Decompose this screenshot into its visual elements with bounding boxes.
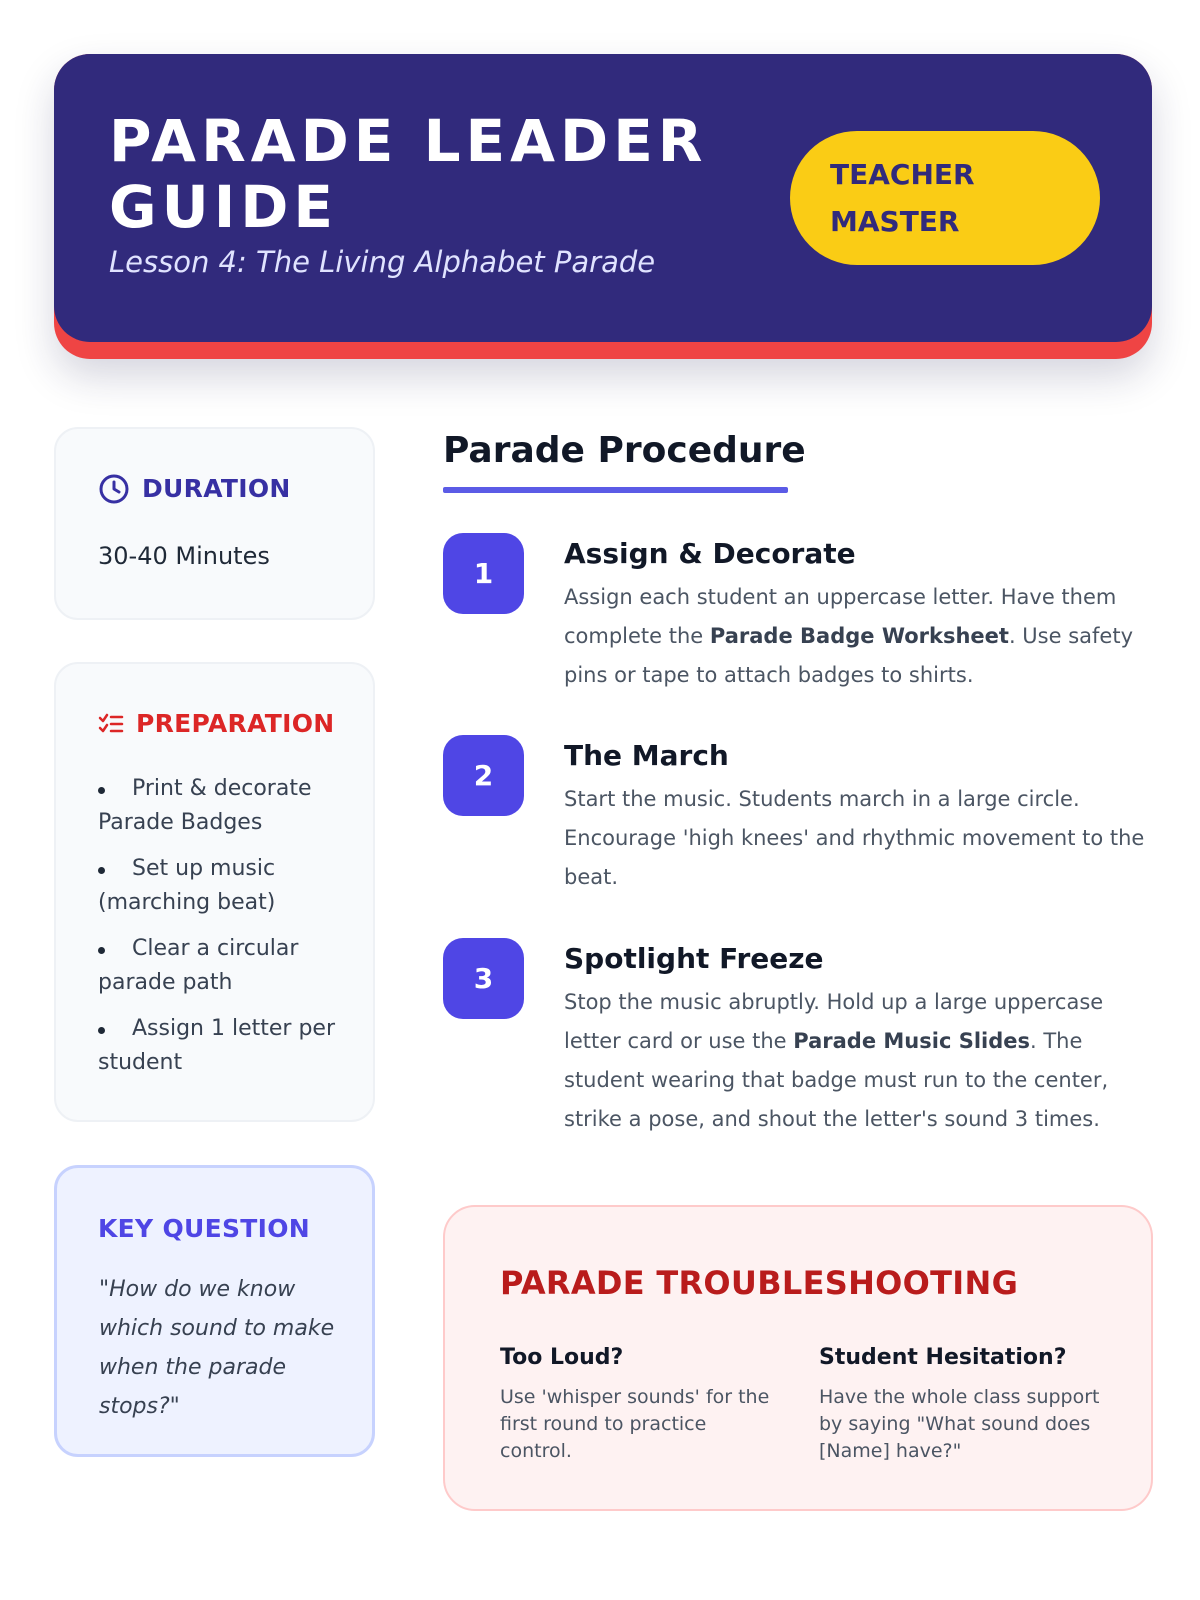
list-item bbox=[98, 1012, 348, 1080]
duration-heading-row bbox=[98, 473, 291, 505]
list-item bbox=[98, 932, 348, 1000]
key-question-heading: KEY QUESTION bbox=[98, 1214, 311, 1243]
preparation-heading-row bbox=[98, 708, 335, 740]
page-title: PARADE LEADER GUIDE bbox=[109, 107, 708, 241]
procedure-title-underline bbox=[443, 487, 788, 493]
key-question-quote: "How do we know which sound to make when the parade stops?" bbox=[99, 1277, 335, 1419]
step-desc-text: Start the music. Students march in a large circle. Encourage 'high knees' and rhythmic movement to the beat. bbox=[564, 787, 1145, 889]
lesson-subtitle: Lesson 4: The Living Alphabet Parade bbox=[109, 245, 656, 279]
step-title: The March bbox=[564, 739, 729, 772]
step-desc-text: . Use safety pins or tape to attach badges to shirts. bbox=[564, 624, 1133, 687]
troubleshooting-heading: Too Loud? bbox=[500, 1345, 624, 1370]
step-desc-text: Stop the music abruptly. Hold up a large uppercase letter card or use the bbox=[564, 990, 1104, 1053]
badge-line-2: MASTER bbox=[830, 205, 960, 238]
list-item bbox=[98, 772, 348, 840]
bullet-icon bbox=[98, 867, 105, 874]
troubleshooting-title: PARADE TROUBLESHOOTING bbox=[500, 1264, 1019, 1302]
key-question-card bbox=[54, 1165, 375, 1457]
troubleshooting-text: Use 'whisper sounds' for the first round to practice control. bbox=[500, 1386, 770, 1462]
checklist-icon bbox=[98, 712, 124, 736]
step-description bbox=[564, 780, 1154, 897]
step-number-badge: 3 bbox=[443, 938, 524, 1019]
prep-item-text: Set up music (marching beat) bbox=[98, 856, 276, 915]
preparation-heading: PREPARATION bbox=[136, 709, 335, 738]
troubleshooting-column-hesitation bbox=[819, 1344, 1109, 1465]
header-banner bbox=[54, 54, 1152, 359]
bullet-icon bbox=[98, 787, 105, 794]
header-panel bbox=[54, 54, 1152, 342]
duration-value: 30-40 Minutes bbox=[98, 542, 270, 570]
troubleshooting-heading: Student Hesitation? bbox=[819, 1345, 1067, 1370]
step-desc-bold: Parade Badge Worksheet bbox=[709, 624, 1009, 648]
duration-heading: DURATION bbox=[142, 474, 291, 503]
procedure-title: Parade Procedure bbox=[443, 430, 806, 471]
prep-item-text: Assign 1 letter per student bbox=[98, 1016, 335, 1075]
teacher-master-badge bbox=[790, 131, 1100, 265]
list-item bbox=[98, 852, 348, 920]
step-desc-bold: Parade Music Slides bbox=[793, 1029, 1030, 1053]
prep-item-text: Clear a circular parade path bbox=[98, 936, 299, 995]
step-desc-text: Assign each student an uppercase letter. Have them complete the bbox=[564, 585, 1117, 648]
duration-card bbox=[54, 427, 375, 620]
troubleshooting-column-too-loud bbox=[500, 1344, 770, 1465]
bullet-icon bbox=[98, 947, 105, 954]
troubleshooting-panel bbox=[443, 1205, 1153, 1511]
bullet-icon bbox=[98, 1027, 105, 1034]
prep-item-text: Print & decorate Parade Badges bbox=[98, 776, 312, 835]
troubleshooting-text: Have the whole class support by saying "What sound does [Name] have?" bbox=[819, 1386, 1100, 1462]
preparation-card bbox=[54, 662, 375, 1122]
step-number-badge: 1 bbox=[443, 533, 524, 614]
preparation-list bbox=[98, 772, 348, 1092]
step-description bbox=[564, 983, 1154, 1139]
clock-icon bbox=[98, 473, 130, 505]
step-description bbox=[564, 578, 1154, 695]
step-title: Assign & Decorate bbox=[564, 537, 856, 570]
step-number-badge: 2 bbox=[443, 735, 524, 816]
step-desc-text: . The student wearing that badge must run to the center, strike a pose, and shout the letter's sound 3 times. bbox=[564, 1029, 1109, 1131]
badge-line-1: TEACHER bbox=[830, 158, 975, 191]
step-title: Spotlight Freeze bbox=[564, 942, 824, 975]
